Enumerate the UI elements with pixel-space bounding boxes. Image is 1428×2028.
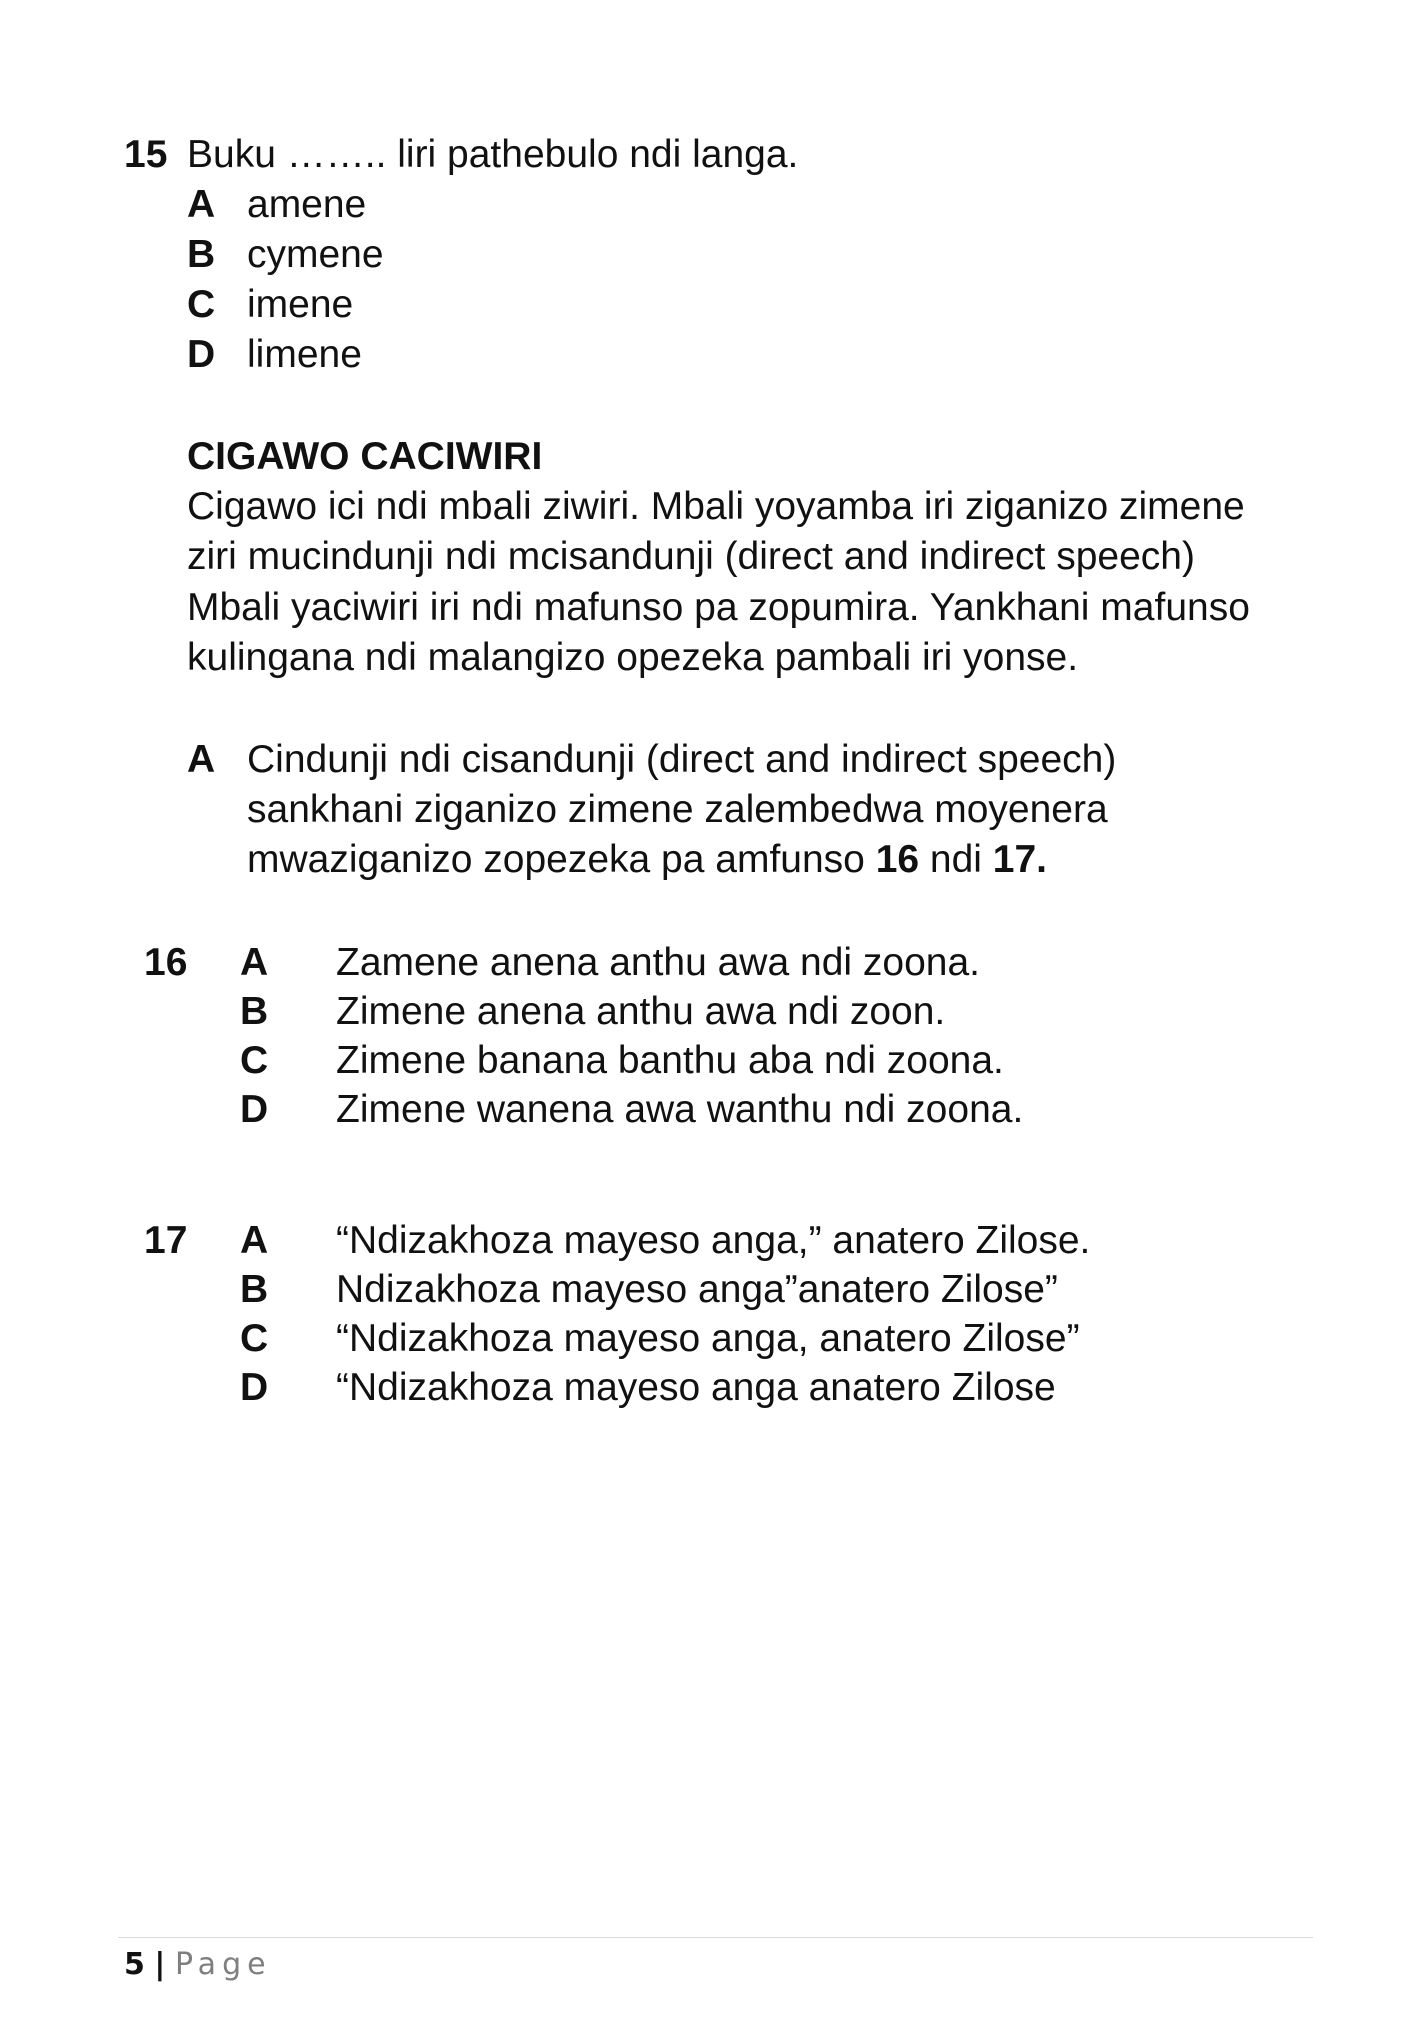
q16-option-a-text: Zamene anena anthu awa ndi zoona. xyxy=(336,941,980,984)
q15-option-c-text: imene xyxy=(247,283,354,326)
q15-option-c-letter: C xyxy=(187,283,216,326)
subsection-a-line: Cindunji ndi cisandunji (direct and indirect speech) xyxy=(247,738,1117,781)
footer-divider xyxy=(118,1937,1313,1938)
q16-option-c-text: Zimene banana banthu aba ndi zoona. xyxy=(336,1039,1004,1082)
section-instruction-line: ziri mucindunji ndi mcisandunji (direct and indirect speech) xyxy=(187,535,1195,578)
q17-option-d-letter: D xyxy=(240,1366,269,1409)
subsection-a-line: sankhani ziganizo zimene zalembedwa moyenera xyxy=(247,788,1108,831)
footer-separator: | xyxy=(154,1947,166,1982)
subsection-a-line-3-text: mwaziganizo zopezeka pa amfunso xyxy=(247,838,876,881)
subsection-a-line-3-conjunction: ndi xyxy=(919,838,993,881)
question-ref-17: 17. xyxy=(992,838,1048,881)
q15-option-b-text: cymene xyxy=(247,233,384,276)
q16-option-d-letter: D xyxy=(240,1088,269,1131)
question-16-number: 16 xyxy=(144,941,188,984)
q17-option-b-letter: B xyxy=(240,1268,269,1311)
section-title: CIGAWO CACIWIRI xyxy=(187,435,543,478)
q17-option-a-letter: A xyxy=(240,1219,269,1262)
page-number: 5 xyxy=(124,1947,145,1982)
q15-option-b-letter: B xyxy=(187,233,216,276)
question-15-stem: Buku …….. liri pathebulo ndi langa. xyxy=(187,133,799,176)
page-label: Page xyxy=(174,1947,272,1982)
question-15-number: 15 xyxy=(124,133,168,176)
q15-option-a-letter: A xyxy=(187,183,216,226)
section-instruction-line: kulingana ndi malangizo opezeka pambali iri yonse. xyxy=(187,636,1079,679)
question-17-number: 17 xyxy=(144,1219,188,1262)
q15-option-d-text: limene xyxy=(247,333,362,376)
q17-option-c-text: “Ndizakhoza mayeso anga, anatero Zilose” xyxy=(336,1317,1080,1360)
q16-option-b-text: Zimene anena anthu awa ndi zoon. xyxy=(336,990,946,1033)
q16-option-c-letter: C xyxy=(240,1039,269,1082)
q17-option-c-letter: C xyxy=(240,1317,269,1360)
q16-option-a-letter: A xyxy=(240,941,269,984)
page-footer xyxy=(124,1947,272,1982)
question-ref-16: 16 xyxy=(875,838,920,881)
q16-option-b-letter: B xyxy=(240,990,269,1033)
q15-option-d-letter: D xyxy=(187,333,216,376)
section-instruction-line: Cigawo ici ndi mbali ziwiri. Mbali yoyamba iri ziganizo zimene xyxy=(187,485,1245,528)
q15-option-a-text: amene xyxy=(247,183,367,226)
section-instruction-line: Mbali yaciwiri iri ndi mafunso pa zopumira. Yankhani mafunso xyxy=(187,586,1250,629)
q17-option-d-text: “Ndizakhoza mayeso anga anatero Zilose xyxy=(336,1366,1056,1409)
subsection-a-line-3 xyxy=(247,840,1047,879)
q17-option-a-text: “Ndizakhoza mayeso anga,” anatero Zilose. xyxy=(336,1219,1091,1262)
q17-option-b-text: Ndizakhoza mayeso anga”anatero Zilose” xyxy=(336,1268,1058,1311)
q16-option-d-text: Zimene wanena awa wanthu ndi zoona. xyxy=(336,1088,1024,1131)
subsection-a-letter: A xyxy=(187,738,216,781)
